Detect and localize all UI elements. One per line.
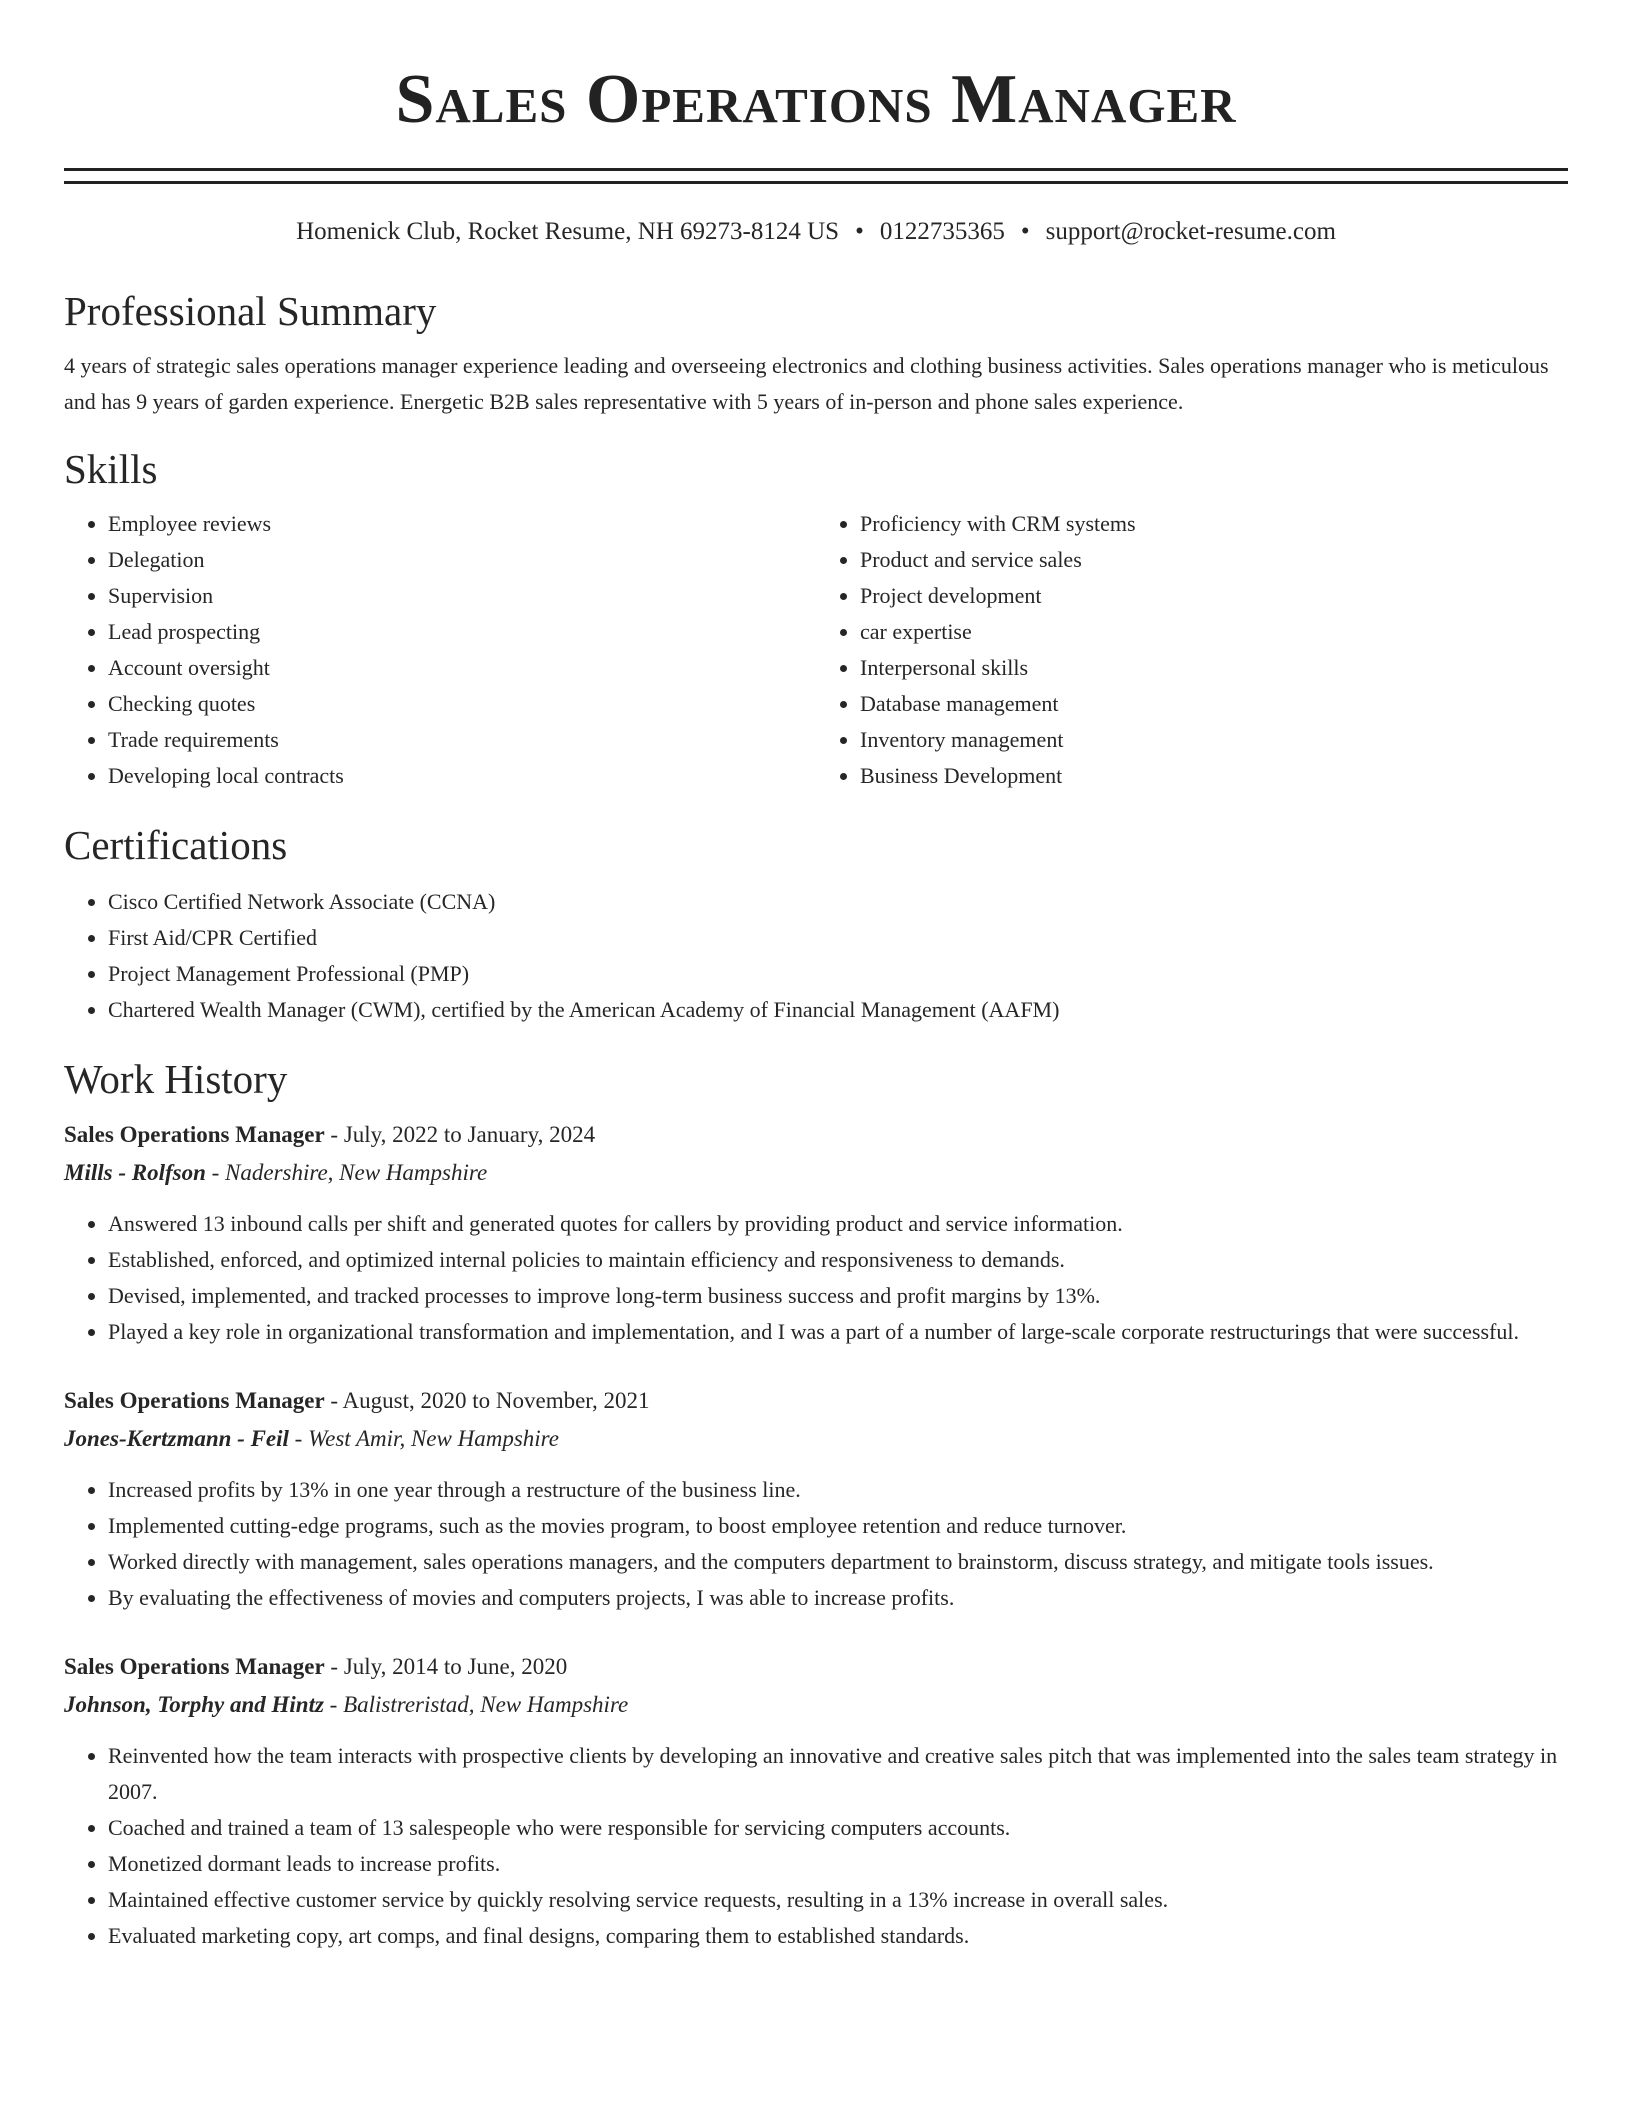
job-bullet: • By evaluating the effectiveness of movies and computers projects, I was able to increase profits. <box>108 1580 1568 1616</box>
job-bullet: • Played a key role in organizational transformation and implementation, and I was a part of a number of large-scale corporate restructurings that were successful. <box>108 1314 1568 1350</box>
contact-separator: • <box>1020 218 1030 245</box>
skill-item: • Product and service sales <box>860 542 1568 578</box>
job-company-line <box>64 1686 1568 1724</box>
skill-item: • Interpersonal skills <box>860 650 1568 686</box>
skill-item: • Employee reviews <box>108 506 816 542</box>
skill-item: • Lead prospecting <box>108 614 816 650</box>
job-title: Sales Operations Manager <box>64 1122 325 1147</box>
contact-address: Homenick Club, Rocket Resume, NH 69273-8124 US <box>296 218 840 245</box>
job-location: - Balistreristad, New Hampshire <box>323 1692 629 1717</box>
job-bullet: • Answered 13 inbound calls per shift and generated quotes for callers by providing product and service information. <box>108 1206 1568 1242</box>
contact-line <box>64 216 1568 248</box>
job-bullet: • Maintained effective customer service by quickly resolving service requests, resulting in a 13% increase in overall sales. <box>108 1882 1568 1918</box>
job-entry <box>64 1648 1568 1954</box>
job-bullet: • Devised, implemented, and tracked processes to improve long-term business success and profit margins by 13%. <box>108 1278 1568 1314</box>
job-bullet: • Implemented cutting-edge programs, such as the movies program, to boost employee retention and reduce turnover. <box>108 1508 1568 1544</box>
certifications-heading: Certifications <box>64 822 288 868</box>
job-bullets <box>64 1206 1568 1350</box>
job-bullets <box>64 1738 1568 1954</box>
skill-item: • car expertise <box>860 614 1568 650</box>
skill-item: • Proficiency with CRM systems <box>860 506 1568 542</box>
job-bullet: • Coached and trained a team of 13 salespeople who were responsible for servicing computers accounts. <box>108 1810 1568 1846</box>
summary-heading: Professional Summary <box>64 288 437 334</box>
job-company: Johnson, Torphy and Hintz <box>64 1692 324 1717</box>
job-bullet: • Established, enforced, and optimized internal policies to maintain efficiency and responsiveness to demands. <box>108 1242 1568 1278</box>
skills-list-right <box>816 506 1568 794</box>
certification-item: • Project Management Professional (PMP) <box>108 956 1568 992</box>
job-entry <box>64 1382 1568 1616</box>
job-company: Mills - Rolfson <box>64 1160 206 1185</box>
skill-item: • Project development <box>860 578 1568 614</box>
job-bullet: • Increased profits by 13% in one year through a restructure of the business line. <box>108 1472 1568 1508</box>
job-location: - West Amir, New Hampshire <box>288 1426 559 1451</box>
resume-page <box>64 0 1568 1954</box>
skill-item: • Business Development <box>860 758 1568 794</box>
job-title-line <box>64 1648 1568 1686</box>
job-title: Sales Operations Manager <box>64 1388 325 1413</box>
skills-heading: Skills <box>64 446 158 492</box>
certifications-list <box>64 884 1568 1028</box>
skill-item: • Checking quotes <box>108 686 816 722</box>
job-bullet: • Evaluated marketing copy, art comps, and final designs, comparing them to established standards. <box>108 1918 1568 1954</box>
job-dates: - July, 2014 to June, 2020 <box>324 1654 568 1679</box>
job-title: Sales Operations Manager <box>64 1654 325 1679</box>
job-bullet: • Reinvented how the team interacts with prospective clients by developing an innovative and creative sales pitch that was implemented into the sales team strategy in 2007. <box>108 1738 1568 1810</box>
certification-item: • Cisco Certified Network Associate (CCNA) <box>108 884 1568 920</box>
job-bullets <box>64 1472 1568 1616</box>
certification-item: • Chartered Wealth Manager (CWM), certified by the American Academy of Financial Management (AAFM) <box>108 992 1568 1028</box>
resume-title: Sales Operations Manager <box>395 61 1237 138</box>
job-dates: - August, 2020 to November, 2021 <box>324 1388 650 1413</box>
job-company-line <box>64 1154 1568 1192</box>
title-double-rule <box>64 168 1568 184</box>
skill-item: • Supervision <box>108 578 816 614</box>
skill-item: • Trade requirements <box>108 722 816 758</box>
contact-email[interactable]: support@rocket-resume.com <box>1045 218 1336 245</box>
job-company: Jones-Kertzmann - Feil <box>64 1426 289 1451</box>
job-dates: - July, 2022 to January, 2024 <box>324 1122 596 1147</box>
job-location: - Nadershire, New Hampshire <box>205 1160 488 1185</box>
skill-item: • Account oversight <box>108 650 816 686</box>
job-entry <box>64 1116 1568 1350</box>
skill-item: • Inventory management <box>860 722 1568 758</box>
skill-item: • Delegation <box>108 542 816 578</box>
work-history-heading: Work History <box>64 1056 288 1102</box>
job-title-line <box>64 1116 1568 1154</box>
summary-text: 4 years of strategic sales operations manager experience leading and overseeing electronics and clothing business activities. Sales operations manager who is meticulous and has 9 years of garden experience. Energetic B2B sales representative with 5 years of in-person and phone sales experience. <box>64 353 1549 414</box>
job-company-line <box>64 1420 1568 1458</box>
contact-phone: 0122735365 <box>879 218 1005 245</box>
skills-list-left <box>64 506 816 794</box>
job-bullet: • Worked directly with management, sales operations managers, and the computers department to brainstorm, discuss strategy, and mitigate tools issues. <box>108 1544 1568 1580</box>
skill-item: • Database management <box>860 686 1568 722</box>
skill-item: • Developing local contracts <box>108 758 816 794</box>
job-title-line <box>64 1382 1568 1420</box>
contact-separator: • <box>855 218 864 245</box>
certification-item: • First Aid/CPR Certified <box>108 920 1568 956</box>
job-bullet: • Monetized dormant leads to increase profits. <box>108 1846 1568 1882</box>
skills-columns <box>64 506 1568 794</box>
